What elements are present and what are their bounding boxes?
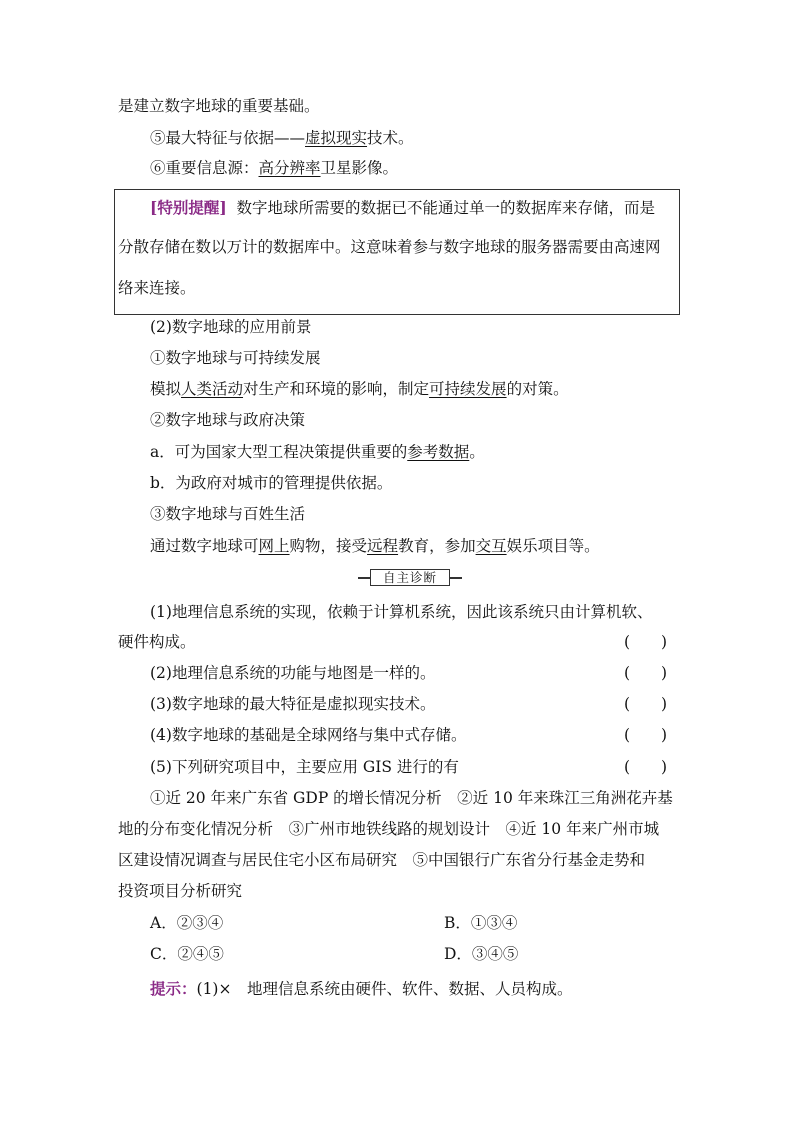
applications-heading: (2)数字地球的应用前景 — [150, 318, 312, 336]
sub-1-text-b: 对生产和环境的影响，制定 — [243, 380, 430, 398]
question-5: (5)下列研究项目中，主要应用 GIS 进行的有 — [150, 758, 459, 776]
tip-text-1: 数字地球所需要的数据已不能通过单一的数据库来存储，而是 — [236, 199, 656, 217]
item-6-prefix: ⑥重要信息源： — [150, 159, 259, 177]
banner-label: 自主诊断 — [370, 569, 450, 586]
sub-1-heading: ①数字地球与可持续发展 — [150, 349, 321, 367]
question-5-items-line-3: 区建设情况调查与居民住宅小区布局研究 ⑤中国银行广东省分行基金走势和 — [118, 851, 646, 869]
question-5-items-line-4: 投资项目分析研究 — [118, 882, 243, 900]
option-c: C．②④⑤ — [150, 945, 224, 963]
hint-label: 提示： — [150, 979, 197, 998]
sub-1-text-c: 的对策。 — [506, 380, 569, 398]
answer-blank-4: ( ) — [624, 726, 668, 744]
sub-2-heading: ②数字地球与政府决策 — [150, 411, 306, 429]
answer-blank-1: ( ) — [624, 633, 668, 651]
question-5-items-line-2: 地的分布变化情况分析 ③广州市地铁线路的规划设计 ④近 10 年来广州市城 — [118, 820, 660, 838]
option-d: D．③④⑤ — [444, 945, 519, 963]
sub-2-a-keyword: 参考数据 — [407, 443, 470, 461]
hint — [150, 978, 572, 1000]
answer-blank-3: ( ) — [624, 695, 668, 713]
sub-1-keyword-b: 可持续发展 — [429, 380, 507, 398]
question-1-line-1: (1)地理信息系统的实现，依赖于计算机系统，因此该系统只由计算机软、 — [150, 603, 653, 621]
question-3: (3)数字地球的最大特征是虚拟现实技术。 — [150, 695, 436, 713]
option-b: B．①③④ — [444, 914, 518, 932]
self-diagnosis-banner — [358, 569, 462, 587]
item-5 — [150, 127, 414, 149]
item-5-keyword: 虚拟现实 — [305, 129, 368, 147]
hint-text: (1)× 地理信息系统由硬件、软件、数据、人员构成。 — [196, 980, 573, 998]
sub-3-text-d: 娱乐项目等。 — [506, 537, 600, 555]
sub-2-a — [150, 441, 485, 463]
tip-line-3: 络来连接。 — [118, 279, 196, 297]
sub-3-text-c: 教育，参加 — [398, 537, 476, 555]
sub-3-text-b: 购物，接受 — [289, 537, 368, 555]
sub-2-a-suffix: 。 — [469, 443, 485, 461]
answer-blank-2: ( ) — [624, 664, 668, 682]
sub-3-heading: ③数字地球与百姓生活 — [150, 505, 306, 523]
sub-3-keyword-a: 网上 — [258, 537, 290, 555]
item-6-suffix: 卫星影像。 — [320, 159, 399, 177]
sub-3-keyword-b: 远程 — [367, 537, 399, 555]
tip-line-2: 分散存储在数以万计的数据库中。这意味着参与数字地球的服务器需要由高速网 — [118, 238, 661, 256]
option-a: A．②③④ — [150, 914, 224, 932]
sub-3-text-a: 通过数字地球可 — [150, 537, 259, 555]
question-5-items-line-1: ①近 20 年来广东省 GDP 的增长情况分析 ②近 10 年来珠江三角洲花卉基 — [150, 789, 673, 807]
item-6-keyword: 高分辨率 — [258, 159, 321, 177]
sub-2-b: b．为政府对城市的管理提供依据。 — [150, 474, 393, 492]
question-4: (4)数字地球的基础是全球网络与集中式存储。 — [150, 726, 467, 744]
item-5-prefix: ⑤最大特征与依据—— — [150, 129, 306, 147]
intro-line: 是建立数字地球的重要基础。 — [118, 97, 320, 115]
sub-2-a-prefix: a．可为国家大型工程决策提供重要的 — [150, 443, 408, 461]
sub-1-keyword-a: 人类活动 — [181, 380, 244, 398]
sub-1-text — [150, 378, 569, 400]
sub-3-keyword-c: 交互 — [475, 537, 507, 555]
answer-blank-5: ( ) — [624, 758, 668, 776]
tip-line-1 — [150, 197, 655, 219]
sub-3-text — [150, 535, 600, 557]
tip-label: [特别提醒] — [150, 198, 227, 217]
item-5-suffix: 技术。 — [367, 129, 414, 147]
sub-1-text-a: 模拟 — [150, 380, 182, 398]
item-6 — [150, 157, 398, 179]
question-1-line-2: 硬件构成。 — [118, 633, 196, 651]
question-2: (2)地理信息系统的功能与地图是一样的。 — [150, 664, 436, 682]
